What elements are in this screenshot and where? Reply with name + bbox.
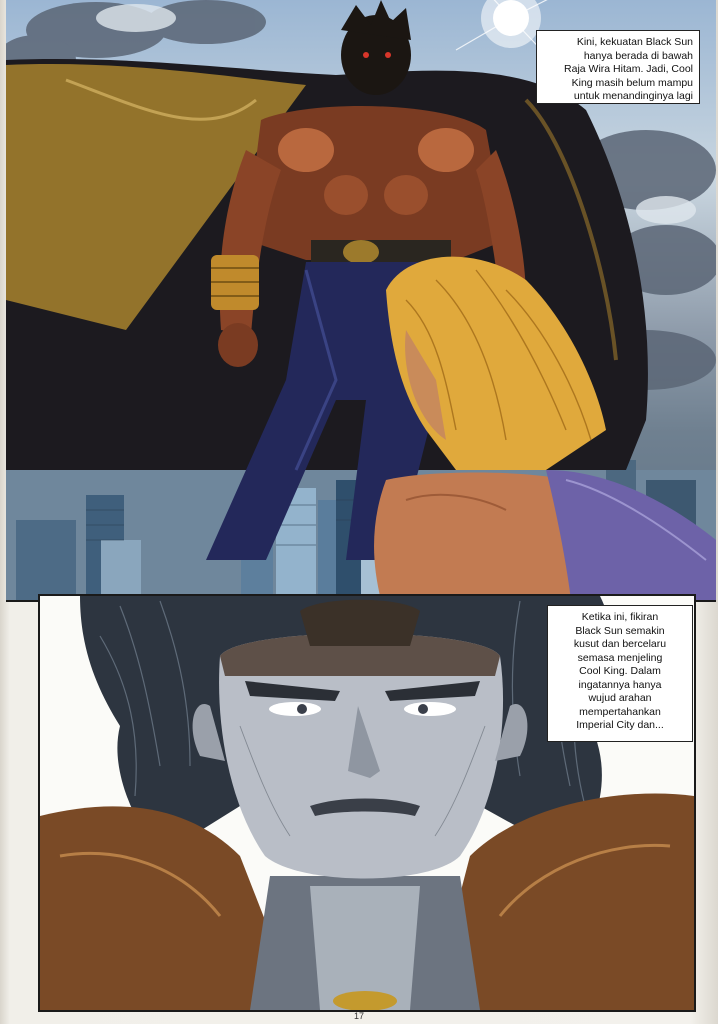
caption-box-bottom <box>547 605 693 742</box>
caption-top-line: hanya berada di bawah <box>583 49 693 62</box>
caption-bottom-line: Ketika ini, fikiran <box>581 611 659 623</box>
caption-bottom-line: mempertahankan <box>579 705 661 718</box>
caption-top-line: King masih belum mampu <box>571 76 693 89</box>
page-number: 17 <box>353 1011 364 1021</box>
cool-king-figure <box>374 257 716 600</box>
caption-bottom-line: wujud arahan <box>588 692 652 704</box>
caption-top-line: untuk menandinginya lagi <box>573 90 693 102</box>
black-sun-neck <box>250 876 480 1010</box>
caption-bottom-line: Cool King. Dalam <box>579 665 661 677</box>
panel-black-sun-towering <box>6 0 716 602</box>
caption-top-line: Raja Wira Hitam. Jadi, Cool <box>564 63 693 75</box>
caption-bottom-line: semasa menjeling <box>577 651 663 664</box>
caption-bottom-line: ingatannya hanya <box>578 678 662 691</box>
caption-bottom-line: Imperial City dan... <box>576 719 664 731</box>
caption-top-line: Kini, kekuatan Black Sun <box>576 36 693 48</box>
caption-bottom-line: Black Sun semakin <box>575 624 665 637</box>
caption-box-top <box>536 30 700 104</box>
panel-black-sun-closeup <box>38 594 696 1012</box>
caption-bottom-line: kusut dan bercelaru <box>573 638 667 650</box>
